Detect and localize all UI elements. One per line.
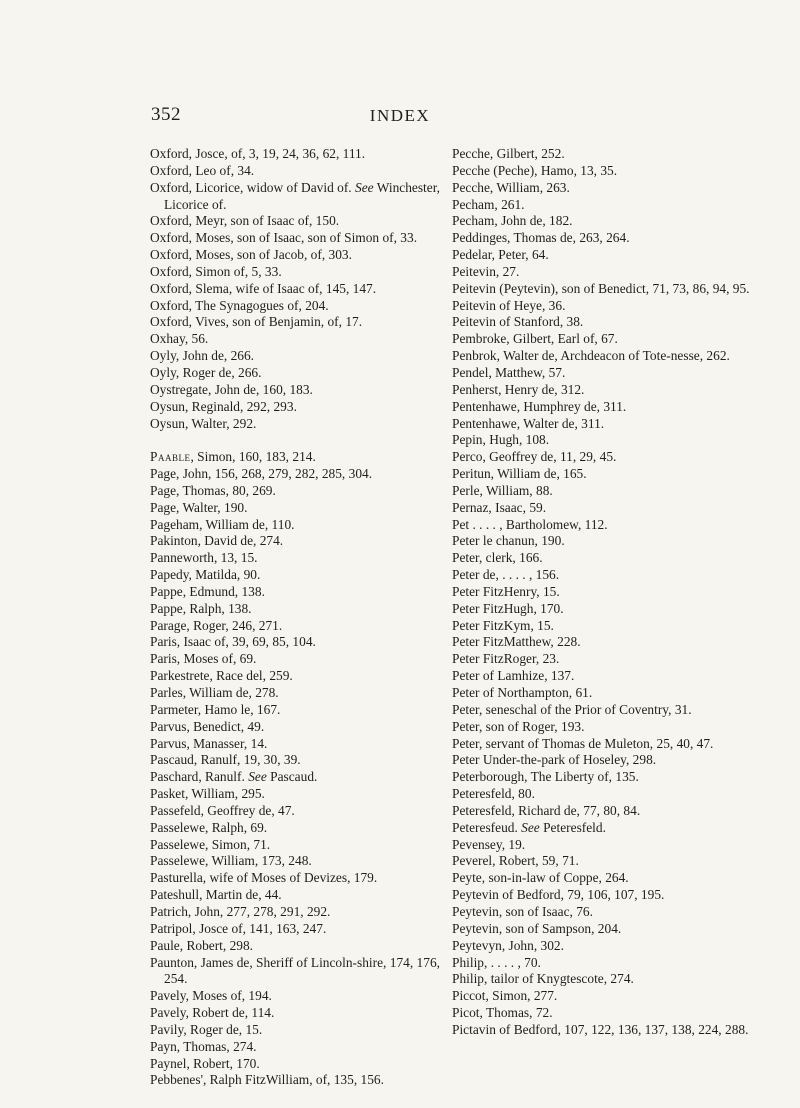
index-entry (452, 146, 751, 163)
entry-text: Perco, Geoffrey de, 11, 29, 45. (452, 449, 617, 465)
see-target: Pascaud. (266, 769, 318, 785)
entry-text: Penbrok, Walter de, Archdeacon of Tote-nesse, 262. (452, 348, 730, 364)
entry-text: Peytevyn, John, 302. (452, 937, 564, 953)
entry-text: Pasket, William, 295. (150, 786, 265, 802)
index-entry (452, 163, 751, 180)
index-entry (452, 483, 751, 500)
index-entry (150, 567, 440, 584)
entry-text: Paschard, Ranulf. (150, 769, 245, 785)
entry-text: Passelewe, Ralph, 69. (150, 819, 268, 835)
entry-text: Pateshull, Martin de, 44. (150, 887, 282, 903)
index-entry (150, 230, 440, 247)
index-entry (452, 938, 751, 955)
entry-text: Oystregate, John de, 160, 183. (150, 381, 313, 397)
entry-text: Pevensey, 19. (452, 836, 526, 852)
index-entry (150, 634, 440, 651)
index-entry (452, 820, 751, 837)
index-entry (150, 786, 440, 803)
index-entry (452, 955, 751, 972)
index-entry (452, 904, 751, 921)
entry-text: Peter of Northampton, 61. (452, 685, 593, 700)
index-entry (150, 449, 440, 466)
entry-text: Parkestrete, Race del, 259. (150, 668, 293, 684)
index-entry (452, 213, 751, 230)
index-entry (452, 432, 751, 449)
entry-text: Page, Thomas, 80, 269. (150, 482, 276, 498)
entry-text: Pascaud, Ranulf, 19, 30, 39. (150, 752, 301, 768)
index-entry (452, 550, 751, 567)
see-reference: See (248, 769, 267, 785)
index-entry (452, 736, 751, 753)
entry-text: Pictavin of Bedford, 107, 122, 136, 137, 138, 224, 288. (452, 1021, 749, 1037)
entry-text: Peter of Lamhize, 137. (452, 668, 575, 684)
index-entry (452, 803, 751, 820)
index-entry (452, 399, 751, 416)
entry-text: Peitevin, 27. (452, 263, 520, 279)
entry-text: Papedy, Matilda, 90. (150, 567, 261, 583)
index-entry (452, 618, 751, 635)
entry-text: Peter Under-the-park of Hoseley, 298. (452, 752, 657, 768)
page-number: 352 (151, 104, 181, 125)
entry-text: Peddinges, Thomas de, 263, 264. (452, 230, 630, 246)
entry-text: Oxford, Moses, son of Isaac, son of Simon of, 33. (150, 230, 418, 246)
index-entry (452, 281, 751, 298)
index-entry (150, 837, 440, 854)
index-entry (452, 247, 751, 264)
index-entry (150, 146, 440, 163)
index-entry (452, 230, 751, 247)
entry-text: Peter, son of Roger, 193. (452, 718, 585, 734)
page-title: INDEX (369, 106, 431, 125)
entry-text: Peter, seneschal of the Prior of Coventry, 31. (452, 701, 692, 717)
index-entry (150, 517, 440, 534)
index-entry (150, 264, 440, 281)
entry-text: Piccot, Simon, 277. (452, 988, 558, 1004)
index-entry (150, 483, 440, 500)
entry-text: Peteresfeld, 80. (452, 786, 535, 802)
index-column-left (150, 146, 440, 1089)
entry-text: Passefeld, Geoffrey de, 47. (150, 802, 295, 818)
index-entry (150, 719, 440, 736)
entry-text: Payn, Thomas, 274. (150, 1038, 257, 1054)
index-entry (150, 399, 440, 416)
entry-text: Peitevin of Heye, 36. (452, 297, 566, 313)
index-entry (452, 786, 751, 803)
entry-text: Page, John, 156, 268, 279, 282, 285, 304. (150, 466, 373, 482)
entry-text: Paris, Moses of, 69. (150, 651, 257, 667)
entry-text: Peteresfeld, Richard de, 77, 80, 84. (452, 802, 641, 818)
see-reference: See (355, 179, 374, 195)
entry-text: Passelewe, Simon, 71. (150, 836, 271, 852)
index-entry (150, 1056, 440, 1073)
entry-text: Pakinton, David de, 274. (150, 533, 284, 549)
index-entry (452, 685, 751, 702)
entry-text: Oyly, John de, 266. (150, 348, 255, 364)
entry-text: Oyly, Roger de, 266. (150, 364, 262, 380)
entry-text: Peitevin (Peytevin), son of Benedict, 71, 73, 86, 94, 95. (452, 280, 750, 296)
entry-text: Oxford, Licorice, widow of David of. (150, 179, 352, 195)
index-entry (150, 820, 440, 837)
index-entry (150, 702, 440, 719)
index-entry (452, 1005, 751, 1022)
see-reference: See (521, 819, 540, 835)
entry-headword: Paable (150, 449, 191, 465)
entry-text: Peter FitzRoger, 23. (452, 651, 560, 667)
index-entry (150, 601, 440, 618)
index-entry (452, 500, 751, 517)
index-entry (150, 365, 440, 382)
entry-text: Peter le chanun, 190. (452, 533, 565, 549)
entry-text: Oysun, Walter, 292. (150, 415, 257, 431)
entry-text: Parmeter, Hamo le, 167. (150, 701, 281, 717)
entry-text: Pentenhawe, Humphrey de, 311. (452, 398, 627, 414)
index-entry (452, 584, 751, 601)
index-entry (150, 769, 440, 786)
index-entry (150, 904, 440, 921)
entry-text: Pepin, Hugh, 108. (452, 432, 550, 448)
index-entry (452, 382, 751, 399)
entry-text: Peter FitzKym, 15. (452, 617, 554, 633)
index-entry (150, 314, 440, 331)
index-entry (452, 634, 751, 651)
index-entry (150, 281, 440, 298)
entry-text: Pecham, John de, 182. (452, 213, 573, 229)
index-entry (452, 921, 751, 938)
entry-text: Peterborough, The Liberty of, 135. (452, 769, 639, 785)
index-entry (452, 416, 751, 433)
entry-text: Pappe, Edmund, 138. (150, 583, 265, 599)
index-entry (150, 988, 440, 1005)
entry-text: Peter, servant of Thomas de Muleton, 25, 40, 47. (452, 735, 714, 751)
index-entry (150, 736, 440, 753)
index-entry (150, 752, 440, 769)
entry-text: Peter FitzHugh, 170. (452, 600, 564, 616)
index-entry (150, 550, 440, 567)
index-entry (452, 348, 751, 365)
entry-text: Peritun, William de, 165. (452, 466, 587, 482)
index-entry (150, 921, 440, 938)
entry-text: Parles, William de, 278. (150, 685, 279, 700)
index-entry (150, 298, 440, 315)
index-entry (150, 803, 440, 820)
entry-text: Parage, Roger, 246, 271. (150, 617, 283, 633)
entry-text: Pageham, William de, 110. (150, 516, 295, 532)
see-target: Winchester, Licorice of. (164, 179, 440, 212)
entry-text: Pebbenes', Ralph FitzWilliam, of, 135, 156. (150, 1072, 384, 1088)
entry-text: Parvus, Benedict, 49. (150, 718, 265, 734)
index-entry (452, 837, 751, 854)
index-entry (452, 264, 751, 281)
index-entry (150, 1039, 440, 1056)
entry-text: Oxford, Moses, son of Jacob, of, 303. (150, 247, 352, 263)
entry-text: Oxford, Josce, of, 3, 19, 24, 36, 62, 111. (150, 146, 366, 161)
index-entry (452, 298, 751, 315)
entry-text: Peter, clerk, 166. (452, 550, 543, 566)
entry-text: Pernaz, Isaac, 59. (452, 499, 547, 515)
entry-text: Peyte, son-in-law of Coppe, 264. (452, 870, 629, 886)
index-entry (452, 752, 751, 769)
index-entry (150, 1072, 440, 1089)
index-entry (150, 955, 440, 989)
index-entry (452, 668, 751, 685)
index-entry (452, 719, 751, 736)
entry-text: Pappe, Ralph, 138. (150, 600, 252, 616)
entry-text: Pasturella, wife of Moses of Devizes, 179. (150, 870, 378, 886)
index-entry (452, 365, 751, 382)
entry-text: Pecche, William, 263. (452, 179, 570, 195)
entry-text: Picot, Thomas, 72. (452, 1005, 553, 1021)
index-entry (452, 769, 751, 786)
index-entry (150, 163, 440, 180)
index-entry (452, 601, 751, 618)
entry-text: Passelewe, William, 173, 248. (150, 853, 312, 869)
entry-text: Oxford, Meyr, son of Isaac of, 150. (150, 213, 340, 229)
entry-text: Peytevin of Bedford, 79, 106, 107, 195. (452, 887, 665, 903)
entry-text: Paris, Isaac of, 39, 69, 85, 104. (150, 634, 316, 650)
entry-text: Paunton, James de, Sheriff of Lincoln-shire, 174, 176, 254. (150, 954, 440, 987)
index-entry (150, 887, 440, 904)
entry-text: Peytevin, son of Isaac, 76. (452, 903, 593, 919)
entry-text: Paynel, Robert, 170. (150, 1055, 260, 1071)
index-entry (150, 213, 440, 230)
index-entry (452, 988, 751, 1005)
entry-text: Pedelar, Peter, 64. (452, 247, 549, 263)
entry-text: Pecche, Gilbert, 252. (452, 146, 565, 161)
entry-text: Pecche (Peche), Hamo, 13, 35. (452, 162, 618, 178)
index-entry (452, 702, 751, 719)
index-entry (150, 938, 440, 955)
index-entry (452, 180, 751, 197)
entry-text: Oysun, Reginald, 292, 293. (150, 398, 297, 414)
index-entry (150, 331, 440, 348)
index-entry (452, 567, 751, 584)
index-entry (150, 1005, 440, 1022)
index-entry (452, 314, 751, 331)
entry-text: Patripol, Josce of, 141, 163, 247. (150, 920, 327, 936)
entry-text: Panneworth, 13, 15. (150, 550, 258, 566)
entry-text: Penherst, Henry de, 312. (452, 381, 585, 397)
index-entry (150, 651, 440, 668)
index-entry (150, 500, 440, 517)
entry-text: Pecham, 261. (452, 196, 525, 212)
entry-text: , Simon, 160, 183, 214. (190, 449, 316, 465)
index-entry (150, 533, 440, 550)
entry-text: Pavily, Roger de, 15. (150, 1021, 263, 1037)
entry-text: Pavely, Robert de, 114. (150, 1005, 275, 1021)
index-entry (452, 1022, 751, 1039)
entry-text: Perle, William, 88. (452, 482, 553, 498)
entry-text: Peverel, Robert, 59, 71. (452, 853, 579, 869)
page-header (0, 104, 800, 134)
entry-text: Peteresfeud. (452, 819, 518, 835)
entry-text: Pentenhawe, Walter de, 311. (452, 415, 605, 431)
entry-text: Parvus, Manasser, 14. (150, 735, 268, 751)
entry-text: Oxford, Slema, wife of Isaac of, 145, 147. (150, 280, 377, 296)
entry-text: Peter FitzMatthew, 228. (452, 634, 581, 650)
entry-text: Peitevin of Stanford, 38. (452, 314, 584, 330)
index-entry (452, 517, 751, 534)
entry-text: Oxford, Simon of, 5, 33. (150, 263, 282, 279)
entry-text: Oxhay, 56. (150, 331, 209, 347)
index-entry (150, 618, 440, 635)
index-entry (150, 247, 440, 264)
index-entry (150, 180, 440, 214)
entry-text: Oxford, Leo of, 34. (150, 162, 255, 178)
index-entry (452, 971, 751, 988)
entry-text: Pavely, Moses of, 194. (150, 988, 272, 1004)
entry-text: Oxford, The Synagogues of, 204. (150, 297, 329, 313)
index-entry (150, 870, 440, 887)
entry-text: Pendel, Matthew, 57. (452, 364, 566, 380)
entry-text: Peter de, . . . . , 156. (452, 567, 560, 583)
index-entry (150, 668, 440, 685)
index-entry (150, 685, 440, 702)
index-entry (150, 348, 440, 365)
index-entry (452, 466, 751, 483)
index-column-right (452, 146, 751, 1039)
index-entry (150, 416, 440, 433)
see-target: Peteresfeld. (539, 819, 606, 835)
entry-text: Pembroke, Gilbert, Earl of, 67. (452, 331, 618, 347)
entry-text: Peytevin, son of Sampson, 204. (452, 920, 622, 936)
index-entry (452, 449, 751, 466)
entry-text: Pet . . . . , Bartholomew, 112. (452, 516, 608, 532)
entry-text: Patrich, John, 277, 278, 291, 292. (150, 903, 331, 919)
index-entry (150, 466, 440, 483)
index-entry (452, 870, 751, 887)
index-entry (452, 533, 751, 550)
entry-text: Philip, tailor of Knygtescote, 274. (452, 971, 634, 987)
index-entry (452, 331, 751, 348)
entry-text: Page, Walter, 190. (150, 499, 248, 515)
entry-text: Paule, Robert, 298. (150, 937, 254, 953)
index-entry (150, 1022, 440, 1039)
entry-text: Oxford, Vives, son of Benjamin, of, 17. (150, 314, 363, 330)
entry-text: Peter FitzHenry, 15. (452, 583, 560, 599)
index-entry (452, 651, 751, 668)
index-entry (452, 887, 751, 904)
index-entry (150, 382, 440, 399)
entry-text: Philip, . . . . , 70. (452, 954, 541, 970)
index-entry (150, 853, 440, 870)
index-entry (150, 584, 440, 601)
index-entry (452, 853, 751, 870)
index-entry (452, 197, 751, 214)
